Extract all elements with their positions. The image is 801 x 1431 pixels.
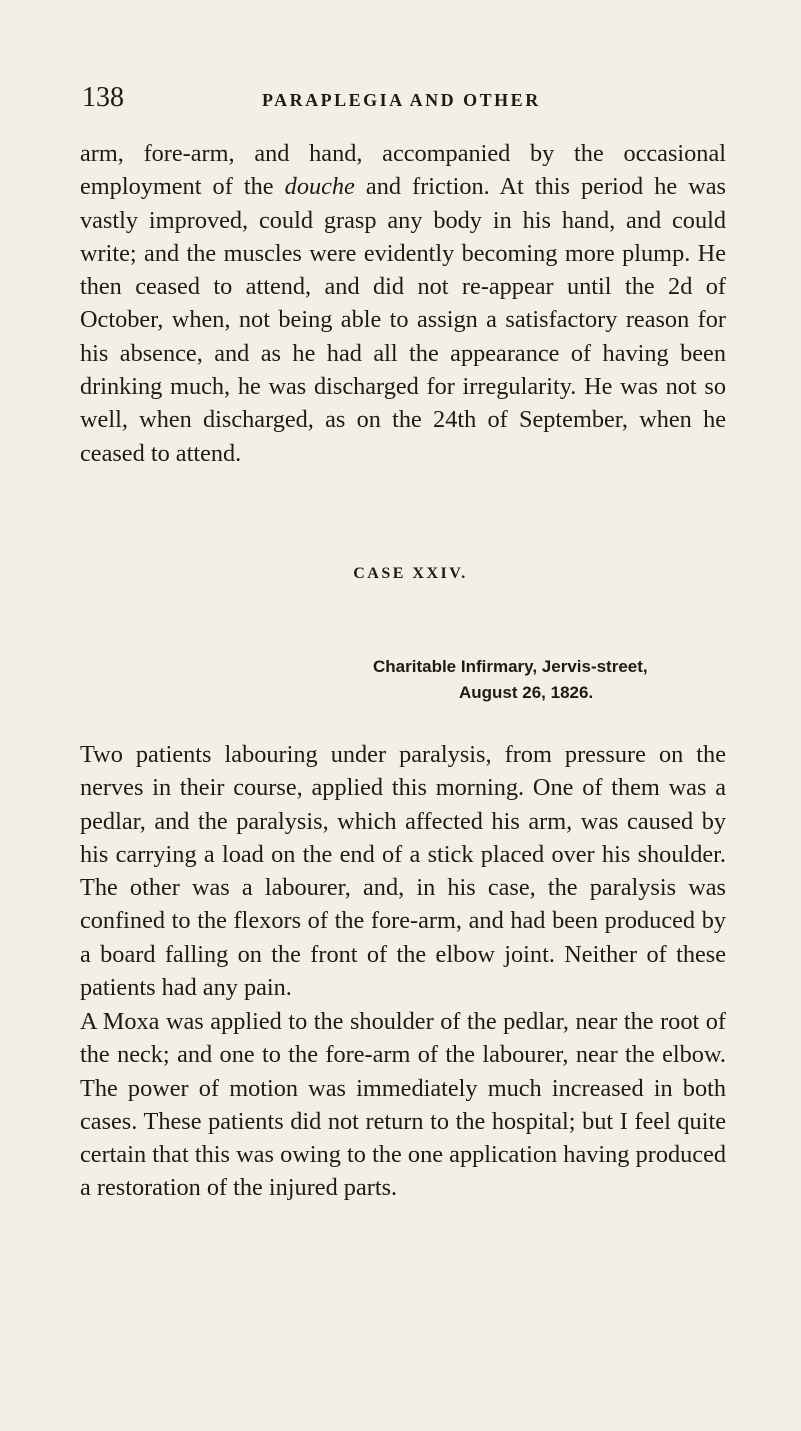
paragraph-case-description: Two patients labouring under paralysis, from pressure on the nerves in their course, applied this morning. One of them was a pedlar, and the paralysis, which affected his arm, was caused by his carrying a load on the end of a stick placed over his shoulder. The other was a labourer, and, in his case, the paralysis was confined to the flexors of the fore-arm, and had been produced by a board falling on the front of the elbow joint. Neither of these patients had any pain. [80, 741, 726, 1002]
case-heading: CASE XXIV. [353, 565, 468, 582]
paragraph-1-text-b: and friction. At this period he was vastly improved, could grasp any body in his hand, and could write; and the muscles were evidently becoming more plump. He then ceased to attend, and did not re-appear until the 2d of October, when, not being able to assign a satisfactory reason for his absence, and as he had all the appearance of having been drinking much, he was discharged for irregularity. He was not so well, when discharged, as on the 24th of September, when he ceased to attend. [80, 173, 727, 467]
dateline-date: August 26, 1826. [459, 683, 594, 702]
paragraph-1-italic-term: douche [284, 173, 355, 201]
paragraph-treatment: A Moxa was applied to the shoulder of the pedlar, near the root of the neck; and one to the fore-arm of the labourer, near the elbow. The power of motion was immediately much increased in both cases. These patients did not return to the hospital; but I feel quite certain that this was owing to the one application having produced a restoration of the injured parts. [80, 1008, 726, 1202]
page-number: 138 [82, 82, 124, 113]
dateline-location: Charitable Infirmary, Jervis-street, [373, 657, 648, 676]
paragraph-continuation [80, 137, 726, 470]
page-header [0, 82, 801, 122]
paragraph-1-text-a: arm, fore-arm, and hand, accompanied by the occasional employment of the [80, 140, 726, 201]
running-head: PARAPLEGIA AND OTHER [262, 90, 541, 110]
